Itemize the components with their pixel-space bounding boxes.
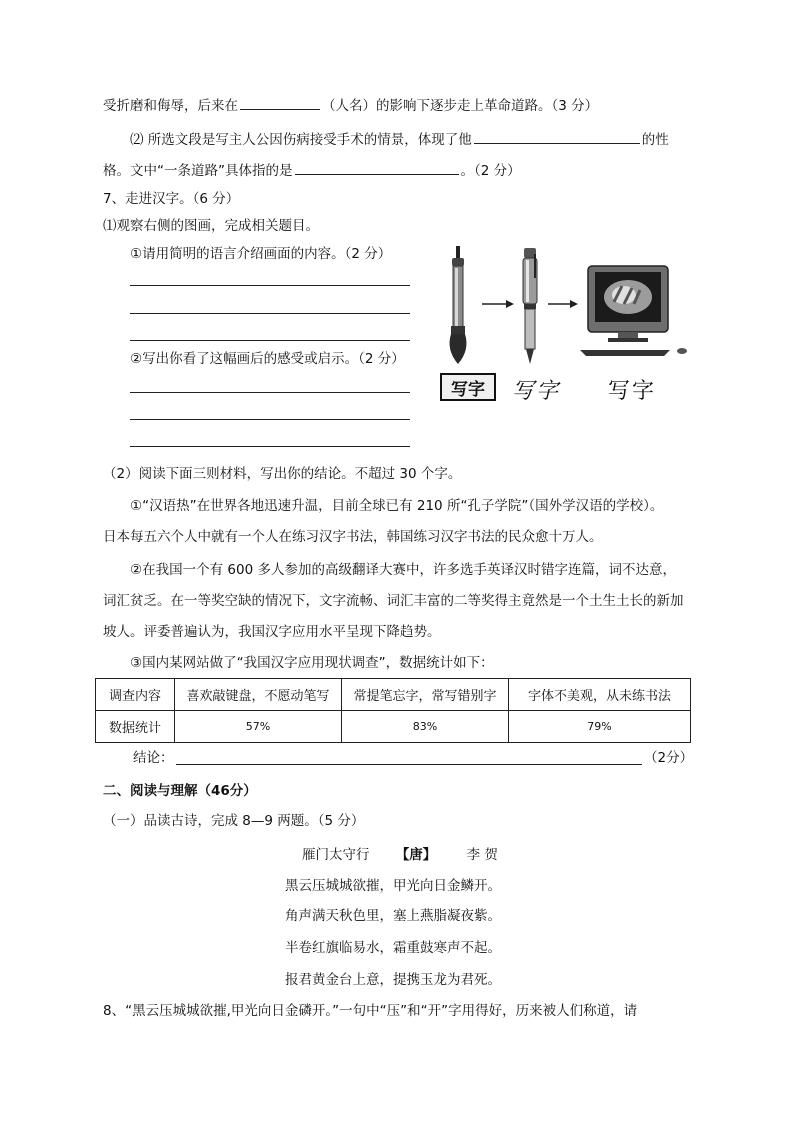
writing-evolution-illustration <box>438 240 698 410</box>
q6-line3 <box>103 160 521 181</box>
q6-line1-text-b: （人名）的影响下逐步走上革命道路。（3 分） <box>322 98 599 114</box>
table-header-cell: 字体不美观，从未练书法 <box>509 679 691 711</box>
q7-title: 7、走进汉字。（6 分） <box>103 191 240 207</box>
section-sub-heading: （一）品读古诗，完成 8—9 两题。（5 分） <box>103 813 365 829</box>
answer-blank-person[interactable] <box>240 95 320 110</box>
q6-line1 <box>103 95 598 116</box>
answer-line[interactable] <box>130 392 410 393</box>
q6-line2-text-a: ⑵ 所选文段是写主人公因伤病接受手术的情景，体现了他 <box>130 132 472 148</box>
answer-blank-character[interactable] <box>474 129 640 144</box>
answer-line[interactable] <box>130 285 410 286</box>
q6-line3-text-b: 。（2 分） <box>460 163 521 179</box>
material2-line1: ②在我国一个有 600 多人参加的高级翻译大赛中，许多选手英译汉时错字连篇，词不达意， <box>130 562 676 578</box>
q8-text: 8、“黑云压城城欲摧,甲光向日金磷开。”一句中“压”和“开”字用得好，历来被人们称道，请 <box>103 1003 638 1019</box>
conclusion-label: 结论： <box>133 750 174 766</box>
material2-line2: 词汇贫乏。在一等奖空缺的情况下，文字流畅、词汇丰富的二等奖得主竟然是一个土生土长的新加 <box>103 593 684 609</box>
q6-line1-text-a: 受折磨和侮辱，后来在 <box>103 98 238 114</box>
material1-line1: ①“汉语热”在世界各地迅速升温，目前全球已有 210 所“孔子学院”（国外学汉语的学校）。 <box>130 498 664 514</box>
table-row <box>96 711 691 743</box>
material3-intro: ③国内某网站做了“我国汉字应用现状调查”，数据统计如下： <box>130 655 494 671</box>
conclusion-score: （2分） <box>644 750 694 766</box>
q6-line2-text-b: 的性 <box>641 132 669 148</box>
answer-line[interactable] <box>130 419 410 420</box>
table-row <box>96 679 691 711</box>
answer-line[interactable] <box>130 313 410 314</box>
arrow-right-icon <box>482 300 514 308</box>
arrow-right-icon <box>548 300 578 308</box>
poem-line: 黑云压城城欲摧，甲光向日金鳞开。 <box>285 878 501 894</box>
answer-blank-road[interactable] <box>295 160 459 175</box>
mouse-icon <box>677 348 687 354</box>
poem-line: 角声满天秋色里，塞上燕脂凝夜紫。 <box>285 908 501 924</box>
table-cell: 57% <box>175 711 342 743</box>
table-header-cell: 常提笔忘字，常写错别字 <box>342 679 509 711</box>
fountain-pen-icon <box>523 248 537 364</box>
conclusion-answer-line[interactable] <box>176 764 642 765</box>
brush-icon <box>450 246 467 364</box>
table-header-cell: 调查内容 <box>96 679 175 711</box>
typed-script-label: 写字 <box>608 379 657 404</box>
poem-dynasty: 【唐】 <box>395 847 437 863</box>
section-title: 二、阅读与理解（46分） <box>103 783 257 799</box>
poem-line: 报君黄金台上意，提携玉龙为君死。 <box>285 972 501 988</box>
table-cell: 79% <box>509 711 691 743</box>
poem-author: 李 贺 <box>466 847 498 863</box>
q7-sub1: ①请用简明的语言介绍画面的内容。（2 分） <box>130 246 392 262</box>
poem-title-text: 雁门太守行 <box>302 847 370 863</box>
calligraphy-label-box: 写字 <box>440 373 496 401</box>
q7-part1-intro: ⑴观察右侧的图画，完成相关题目。 <box>103 218 319 234</box>
q7-sub2: ②写出你看了这幅画后的感受或启示。（2 分） <box>130 351 405 367</box>
pen-script-label: 写字 <box>512 379 561 404</box>
q7-part2-intro: （2）阅读下面三则材料，写出你的结论。不超过 30 个字。 <box>103 466 462 482</box>
material2-line3: 坡人。评委普遍认为，我国汉字应用水平呈现下降趋势。 <box>103 624 441 640</box>
table-header-cell: 喜欢敲键盘，不愿动笔写 <box>175 679 342 711</box>
computer-monitor-icon <box>588 266 668 342</box>
material1-line2: 日本每五六个人中就有一个人在练习汉字书法，韩国练习汉字书法的民众愈十万人。 <box>103 529 603 545</box>
poem-title <box>302 845 498 865</box>
poem-line: 半卷红旗临易水，霜重鼓寒声不起。 <box>285 940 501 956</box>
keyboard-icon <box>580 350 670 356</box>
q6-line3-text-a: 格。文中“一条道路”具体指的是 <box>103 163 293 179</box>
answer-line[interactable] <box>130 446 410 447</box>
q6-line2 <box>130 129 669 150</box>
table-row-label: 数据统计 <box>96 711 175 743</box>
answer-line[interactable] <box>130 340 410 341</box>
survey-table <box>95 678 691 743</box>
table-cell: 83% <box>342 711 509 743</box>
